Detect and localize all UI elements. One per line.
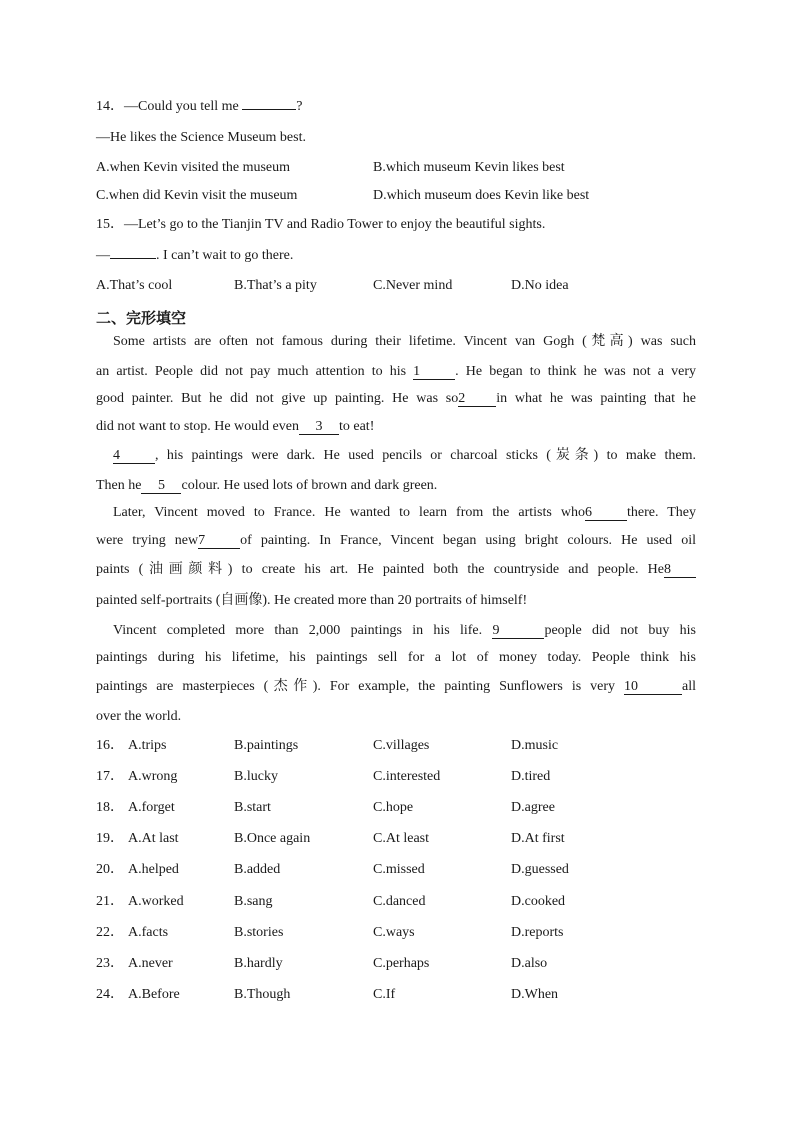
option-d: D.No idea xyxy=(511,278,569,293)
passage-line: paintings during his lifetime, his paintings sell for a lot of money today. People think his xyxy=(96,650,696,665)
question-number: 23． xyxy=(96,956,124,971)
option-d: D.When xyxy=(511,987,559,1002)
cloze-blank-3[interactable]: 3 xyxy=(299,419,339,435)
cloze-blank-5[interactable]: 5 xyxy=(141,478,181,494)
option-d: D.guessed xyxy=(511,862,569,877)
cloze-blank-6[interactable]: 6 xyxy=(585,505,627,521)
option-d: D.cooked xyxy=(511,894,566,909)
option-b: B.start xyxy=(234,800,271,815)
option-a: A.facts xyxy=(128,925,169,940)
cloze-blank-10[interactable]: 10 xyxy=(624,679,682,695)
passage-line: Vincent completed more than 2,000 paintings in his life. 9 people did not buy his xyxy=(113,623,697,638)
option-b: B.Once again xyxy=(234,831,311,846)
question-number: 21． xyxy=(96,894,124,909)
option-a: A.wrong xyxy=(128,769,178,784)
option-c: C.villages xyxy=(373,738,430,753)
option-d: D.music xyxy=(511,738,559,753)
option-b: B.hardly xyxy=(234,956,283,971)
option-d: D.which museum does Kevin like best xyxy=(373,188,590,203)
option-b: B.added xyxy=(234,862,281,877)
cloze-blank-7[interactable]: 7 xyxy=(198,533,240,549)
passage-line: paintings are masterpieces (杰作). For example, the painting Sunflowers is very 10 all xyxy=(96,679,697,694)
cloze-blank-9[interactable]: 9 xyxy=(492,623,544,639)
passage-line: good painter. But he did not give up painting. He was so2 in what he was painting that he xyxy=(96,391,696,406)
option-a: A.worked xyxy=(128,894,184,909)
option-c: C.If xyxy=(373,987,396,1002)
option-c: C.interested xyxy=(373,769,441,784)
option-a: A.That’s cool xyxy=(96,278,173,293)
question-number: 16． xyxy=(96,738,124,753)
option-c: C.danced xyxy=(373,894,426,909)
question-number: 22． xyxy=(96,925,124,940)
passage-line: an artist. People did not pay much attention to his 1 . He began to think he was not a very xyxy=(96,364,696,379)
option-c: C.hope xyxy=(373,800,414,815)
option-d: D.tired xyxy=(511,769,551,784)
passage-line: did not want to stop. He would even 3 to eat! xyxy=(96,419,375,434)
option-c: C.perhaps xyxy=(373,956,430,971)
option-b: B.which museum Kevin likes best xyxy=(373,160,565,175)
question-number: 19． xyxy=(96,831,124,846)
option-b: B.That’s a pity xyxy=(234,278,317,293)
passage-line: over the world. xyxy=(96,709,182,724)
option-d: D.also xyxy=(511,956,548,971)
option-c: C.ways xyxy=(373,925,415,940)
answer-blank[interactable] xyxy=(110,258,156,259)
section-heading: 二、完形填空 xyxy=(96,309,187,327)
question-14-stem: 14．—Could you tell me ? xyxy=(96,99,303,114)
cloze-blank-8[interactable]: 8 xyxy=(664,562,696,578)
option-b: B.stories xyxy=(234,925,284,940)
question-number: 17． xyxy=(96,769,124,784)
question-15-stem: 15．—Let’s go to the Tianjin TV and Radio Tower to enjoy the beautiful sights. xyxy=(96,217,546,232)
option-b: B.Though xyxy=(234,987,291,1002)
question-number: 20． xyxy=(96,862,124,877)
passage-line: Then he 5 colour. He used lots of brown and dark green. xyxy=(96,478,438,493)
passage-line: paints (油画颜料) to create his art. He painted both the countryside and people. He8 xyxy=(96,561,696,579)
option-a: A.never xyxy=(128,956,173,971)
option-a: A.At last xyxy=(128,831,179,846)
cloze-blank-1[interactable]: 1 xyxy=(413,364,455,380)
option-c: C.missed xyxy=(373,862,425,877)
question-number: 18． xyxy=(96,800,124,815)
option-a: A.helped xyxy=(128,862,179,877)
passage-line: Later, Vincent moved to France. He wanted to learn from the artists who6 there. They xyxy=(113,505,696,520)
passage-line: Some artists are often not famous during their lifetime. Vincent van Gogh (梵高) was such xyxy=(113,334,696,349)
question-15-reply: — . I can’t wait to go there. xyxy=(96,248,294,263)
option-a: A.when Kevin visited the museum xyxy=(96,160,291,175)
option-b: B.sang xyxy=(234,894,273,909)
passage-line: 4 , his paintings were dark. He used pencils or charcoal sticks (炭条) to make them. xyxy=(113,448,696,463)
answer-blank[interactable] xyxy=(242,109,296,110)
option-b: B.paintings xyxy=(234,738,299,753)
option-b: B.lucky xyxy=(234,769,278,784)
question-number: 24． xyxy=(96,987,124,1002)
option-a: A.trips xyxy=(128,738,167,753)
option-d: D.reports xyxy=(511,925,564,940)
option-d: D.agree xyxy=(511,800,555,815)
option-c: C.At least xyxy=(373,831,429,846)
option-a: A.Before xyxy=(128,987,180,1002)
question-14-answer-line: —He likes the Science Museum best. xyxy=(96,130,306,145)
cloze-blank-2[interactable]: 2 xyxy=(458,391,496,407)
passage-line: were trying new7 of painting. In France, Vincent began using bright colours. He used oil xyxy=(96,533,696,548)
option-c: C.Never mind xyxy=(373,278,453,293)
option-c: C.when did Kevin visit the museum xyxy=(96,188,298,203)
passage-line: painted self-portraits (自画像). He created more than 20 portraits of himself! xyxy=(96,593,528,608)
cloze-blank-4[interactable]: 4 xyxy=(113,448,155,464)
option-a: A.forget xyxy=(128,800,175,815)
option-d: D.At first xyxy=(511,831,565,846)
